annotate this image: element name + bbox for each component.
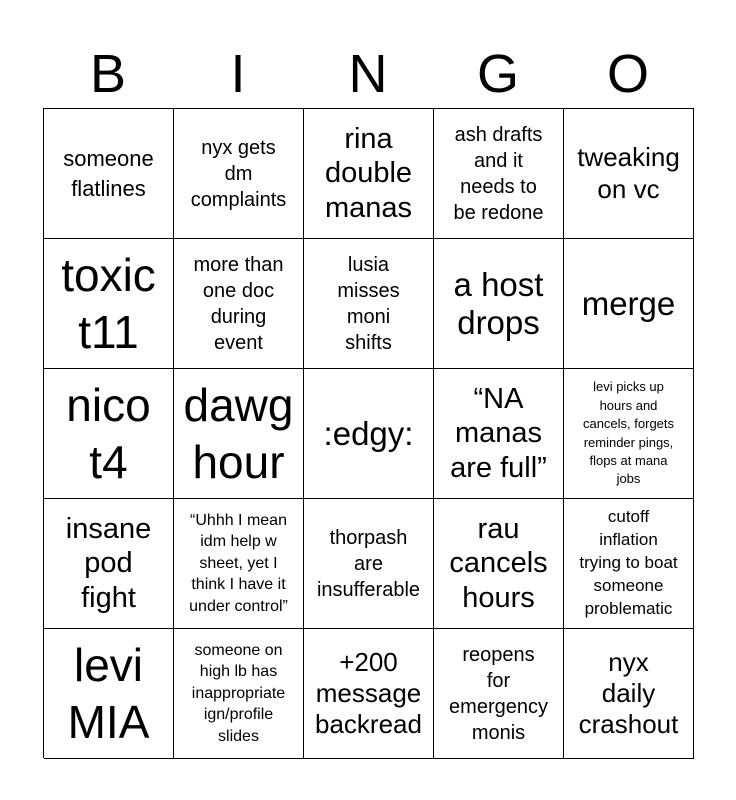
bingo-cell-r2-c3[interactable] [434,369,564,499]
bingo-cell-r4-c4[interactable] [564,629,694,759]
bingo-cell-r3-c1[interactable] [174,499,304,629]
bingo-cell-r1-c1[interactable] [174,239,304,369]
bingo-header [43,38,693,110]
bingo-cell-r3-c0[interactable] [44,499,174,629]
header-letter-n: N [348,44,388,104]
cell-text: nico t4 [66,379,151,488]
cell-text: cutoff inflation trying to boat someone problematic [579,507,678,618]
cell-text: someone on high lb has inappropriate ign/profile slides [191,641,286,745]
bingo-cell-r2-c1[interactable] [174,369,304,499]
cell-text: rina double manas [324,123,413,224]
bingo-cell-r0-c1[interactable] [174,109,304,239]
cell-text: dawg hour [183,379,294,488]
bingo-cell-r0-c3[interactable] [434,109,564,239]
header-letter-i: I [230,44,246,104]
cell-text: merge [581,284,676,322]
cell-text: levi MIA [67,639,150,748]
cell-text: nyx daily crashout [578,646,679,740]
bingo-cell-r2-c0[interactable] [44,369,174,499]
cell-text: a host drops [453,265,544,341]
cell-text: more than one doc during event [193,253,284,354]
cell-text: “NA manas are full” [450,383,547,484]
bingo-cell-r4-c2[interactable] [304,629,434,759]
header-letter-g: G [476,44,519,104]
bingo-cell-r2-c2[interactable] [304,369,434,499]
cell-text: :edgy: [323,414,414,452]
bingo-cell-r1-c3[interactable] [434,239,564,369]
bingo-cell-r4-c3[interactable] [434,629,564,759]
bingo-cell-r1-c2[interactable] [304,239,434,369]
cell-text: toxic t11 [61,249,156,358]
bingo-cell-r3-c4[interactable] [564,499,694,629]
header-letter-b: B [89,44,127,104]
cell-text: thorpash are insufferable [316,526,421,601]
cell-text: insane pod fight [65,513,152,614]
bingo-cell-r4-c0[interactable] [44,629,174,759]
header-letter-o: O [606,44,649,104]
bingo-cell-r3-c3[interactable] [434,499,564,629]
bingo-cell-r2-c4[interactable] [564,369,694,499]
bingo-cell-r1-c0[interactable] [44,239,174,369]
cell-text: tweaking on vc [577,142,680,204]
cell-text: reopens for emergency monis [449,643,548,744]
bingo-cell-r0-c2[interactable] [304,109,434,239]
bingo-cell-r3-c2[interactable] [304,499,434,629]
cell-text: rau cancels hours [449,513,548,614]
cell-text: +200 message backread [315,646,422,740]
cell-text: someone flatlines [63,146,154,201]
bingo-cell-r1-c4[interactable] [564,239,694,369]
cell-text: “Uhhh I mean idm help w sheet, yet I think I have it under control” [189,511,288,615]
bingo-cell-r4-c1[interactable] [174,629,304,759]
bingo-cell-r0-c0[interactable] [44,109,174,239]
cell-text: levi picks up hours and cancels, forgets reminder pings, flops at mana jobs [582,379,675,487]
bingo-board [43,108,694,758]
cell-text: nyx gets dm complaints [190,136,287,211]
cell-text: ash drafts and it needs to be redone [453,123,544,224]
cell-text: lusia misses moni shifts [337,253,400,354]
bingo-cell-r0-c4[interactable] [564,109,694,239]
